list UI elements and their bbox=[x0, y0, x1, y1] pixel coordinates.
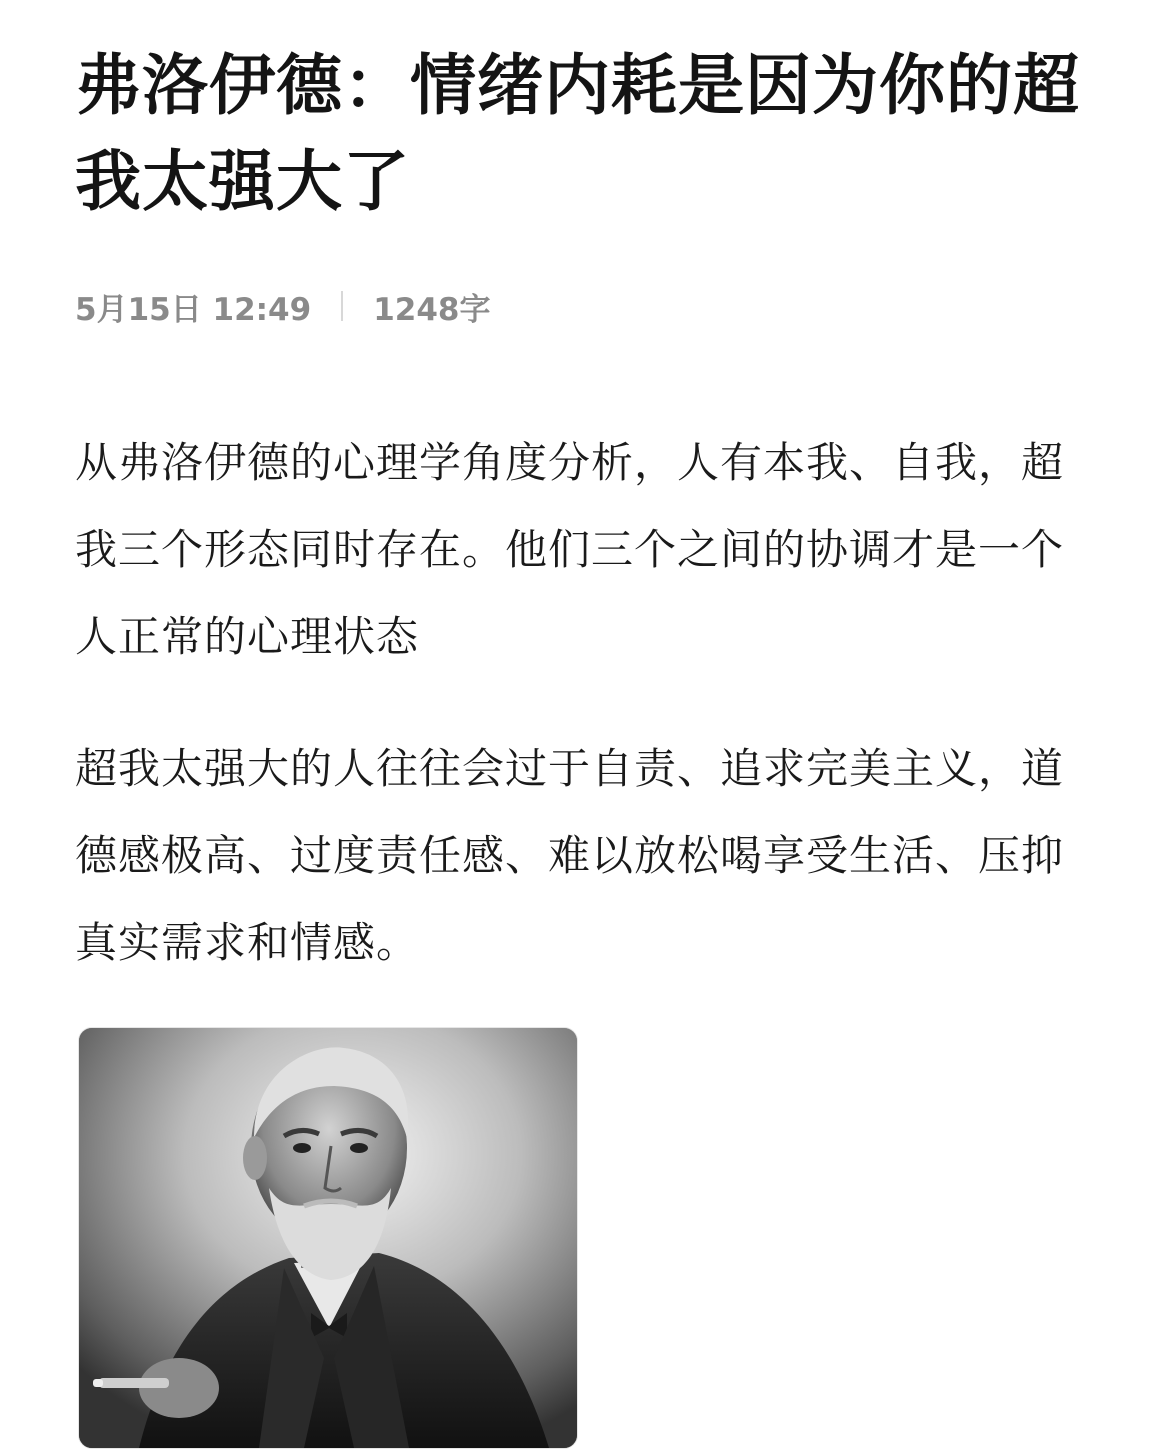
word-count: 1248字 bbox=[373, 291, 491, 328]
publish-date: 5月15日 12:49 bbox=[75, 291, 312, 328]
meta-divider bbox=[341, 291, 343, 321]
portrait-photo[interactable] bbox=[78, 1027, 578, 1449]
paragraph: 超我太强大的人往往会过于自责、追求完美主义，道德感极高、过度责任感、难以放松喝享受生活、压抑真实需求和情感。 bbox=[75, 744, 1065, 967]
paragraph: 从弗洛伊德的心理学角度分析，人有本我、自我，超我三个形态同时存在。他们三个之间的协调才是一个人正常的心理状态 bbox=[75, 438, 1065, 661]
article-title: 弗洛伊德：情绪内耗是因为你的超我太强大了 bbox=[75, 47, 1080, 220]
article-meta bbox=[75, 283, 490, 329]
portrait-illustration bbox=[79, 1028, 577, 1448]
